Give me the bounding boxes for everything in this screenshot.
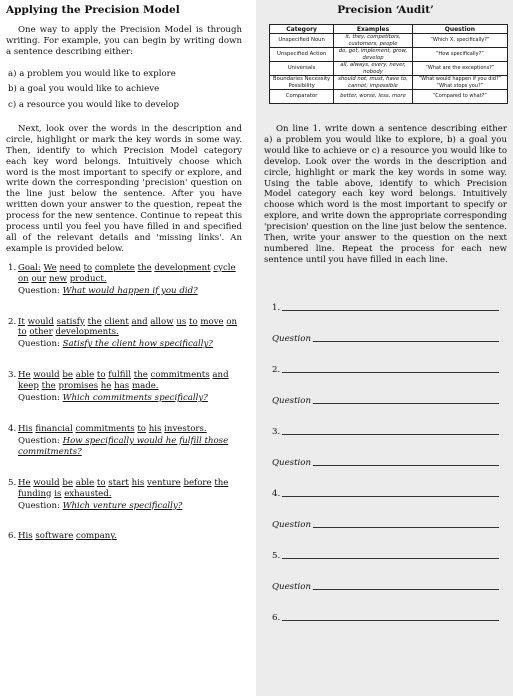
table-row xyxy=(270,62,508,76)
table-header: Examples xyxy=(334,25,413,34)
statement-word: We xyxy=(43,262,57,273)
option-item: b) a goal you would like to achieve xyxy=(8,84,160,95)
example-number: 3. xyxy=(8,370,17,381)
question-cell: “Which X, specifically?” xyxy=(412,34,507,48)
question-line[interactable] xyxy=(264,561,507,592)
statement-word: investors. xyxy=(164,423,207,434)
numbered-line[interactable] xyxy=(264,530,507,561)
statement-word: new xyxy=(49,273,67,284)
statement-word: would xyxy=(27,316,54,327)
example-question xyxy=(18,286,242,297)
statement-word: to xyxy=(18,327,27,338)
question-cell: “What would happen if you did?” “What stops you?” xyxy=(412,76,507,90)
left-column xyxy=(0,0,248,696)
intro-paragraph: One way to apply the Precision Model is through writing. For example, you can begin by writing down a sentence describing either: xyxy=(6,25,242,57)
line-label: 3. xyxy=(272,426,281,437)
examples-cell: it, they, competitors, customers, people xyxy=(334,34,413,48)
statement-word: to xyxy=(83,262,93,273)
write-in-rule[interactable] xyxy=(313,341,499,342)
statement-word: He xyxy=(18,370,31,381)
line-label: Question xyxy=(272,581,311,592)
statement-word: product. xyxy=(69,273,107,284)
example-list xyxy=(6,263,242,543)
statement-word: be xyxy=(62,370,73,381)
write-in-rule[interactable] xyxy=(282,434,499,435)
question-label: Question: xyxy=(18,285,60,296)
question-answer: Satisfy the client how specifically? xyxy=(62,339,213,350)
examples-cell: better, worse, less, more xyxy=(334,90,413,104)
question-cell: “How specifically?” xyxy=(412,48,507,62)
audit-panel xyxy=(256,0,513,696)
statement-word: to xyxy=(137,423,146,434)
line-label: Question xyxy=(272,457,311,468)
statement-word: client xyxy=(104,316,129,327)
statement-word: us xyxy=(176,316,187,327)
statement-word: the xyxy=(87,316,102,327)
statement-word: would xyxy=(33,477,60,488)
statement-word: financial xyxy=(35,423,73,434)
example-item xyxy=(6,370,242,404)
statement-word: developments. xyxy=(55,327,119,338)
question-answer: Which venture specifically? xyxy=(62,500,183,511)
instructions-paragraph: Next, look over the words in the description and circle, highlight or mark the key words in some way. Then, identify to which Precision Model category each key word belongs. Intuitively choose which word is the most important to specify or explore, and write down the corresponding 'precision' question on the line just below the sentence. After you have written down your answer to the question, repeat the process for the new sentence. Continue to repeat this process until you feel you have filled in and specified all of the relevant details and 'missing links'. An example is provided below. xyxy=(6,123,242,254)
line-label: 2. xyxy=(272,364,281,375)
category-cell: Unspecified Action xyxy=(270,48,334,62)
question-line[interactable] xyxy=(264,375,507,406)
example-number: 4. xyxy=(8,423,17,434)
table-row xyxy=(270,34,508,48)
statement-word: and xyxy=(212,370,229,381)
question-label: Question: xyxy=(18,339,60,350)
statement-word: on xyxy=(18,273,29,284)
statement-word: satisfy xyxy=(56,316,85,327)
question-cell: “What are the exceptions?” xyxy=(412,62,507,76)
example-statement xyxy=(18,370,242,392)
statement-word: promises xyxy=(58,381,99,392)
example-statement xyxy=(18,478,242,500)
statement-word: would xyxy=(33,370,60,381)
statement-word: allow xyxy=(150,316,174,327)
example-statement xyxy=(18,263,242,285)
example-number: 5. xyxy=(8,477,17,488)
statement-word: He xyxy=(18,477,31,488)
statement-word: development xyxy=(154,262,211,273)
example-item xyxy=(6,263,242,297)
page-title: Applying the Precision Model xyxy=(6,4,180,16)
numbered-line[interactable] xyxy=(264,282,507,313)
statement-word: need xyxy=(59,262,81,273)
example-item xyxy=(6,317,242,351)
table-header-row xyxy=(270,25,508,34)
statement-word: venture xyxy=(147,477,181,488)
audit-instructions: On line 1. write down a sentence describing either a) a problem you would like to explore, b) a goal you would like to achieve or c) a resource you would like to develop. Look over the words in the description and circle, highlight or mark the key words in some way. Using the table above, identify to which Precision Model category each key word belongs. Intuitively choose which word is the most important to specify or explore, and write down the appropriate corresponding 'precision' question on the line just below the sentence. Then, write your answer to the question on the next numbered line. Repeat the process for each new sentence until you have filled in each line. xyxy=(264,124,507,265)
statement-word: is xyxy=(54,488,62,499)
line-label: 5. xyxy=(272,550,281,561)
option-item: c) a resource you would like to develop xyxy=(8,99,179,110)
question-label: Question: xyxy=(18,393,60,404)
statement-word: funding xyxy=(18,488,52,499)
statement-word: commitments xyxy=(75,423,135,434)
category-cell: Unspecified Noun xyxy=(270,34,334,48)
example-question xyxy=(18,393,242,404)
numbered-line[interactable] xyxy=(264,344,507,375)
statement-word: cycle xyxy=(213,262,236,273)
example-statement xyxy=(18,531,242,542)
question-answer: How specifically would he fulfill those commitments? xyxy=(18,435,229,457)
line-label: Question xyxy=(272,395,311,406)
write-in-rule[interactable] xyxy=(282,310,499,311)
line-label: 1. xyxy=(272,302,281,313)
statement-word: his xyxy=(131,477,145,488)
statement-word: and xyxy=(131,316,148,327)
examples-cell: should not, must, have to, cannot, impossible xyxy=(334,76,413,90)
statement-word: on xyxy=(226,316,238,327)
example-statement xyxy=(18,424,242,435)
example-item xyxy=(6,531,242,542)
statement-word: start xyxy=(108,477,129,488)
example-question xyxy=(18,501,242,512)
answer-lines xyxy=(264,282,507,623)
statement-word: the xyxy=(214,477,229,488)
examples-cell: do, get, implement, grow, develop xyxy=(334,48,413,62)
statement-word: he xyxy=(100,381,112,392)
statement-word: software xyxy=(35,531,74,542)
write-in-rule[interactable] xyxy=(282,620,499,621)
example-number: 2. xyxy=(8,316,17,327)
statement-word: our xyxy=(31,273,47,284)
statement-word: to xyxy=(96,477,106,488)
question-label: Question: xyxy=(18,500,60,511)
category-cell: Comparator xyxy=(270,90,334,104)
audit-title: Precision ‘Audit’ xyxy=(337,4,434,16)
statement-word: able xyxy=(75,370,95,381)
statement-word: keep xyxy=(18,381,39,392)
question-cell: “Compared to what?” xyxy=(412,90,507,104)
write-in-rule[interactable] xyxy=(313,527,499,528)
statement-word: His xyxy=(18,531,33,542)
category-cell: Boundaries Necessity Possibility xyxy=(270,76,334,90)
line-label: 6. xyxy=(272,612,281,623)
statement-word: His xyxy=(18,423,33,434)
write-in-rule[interactable] xyxy=(282,372,499,373)
question-line[interactable] xyxy=(264,313,507,344)
statement-word: made. xyxy=(131,381,159,392)
question-line[interactable] xyxy=(264,437,507,468)
statement-word: fulfill xyxy=(108,370,131,381)
example-question xyxy=(18,339,242,350)
write-in-rule[interactable] xyxy=(313,465,499,466)
write-in-rule[interactable] xyxy=(282,558,499,559)
example-number: 6. xyxy=(8,531,17,542)
example-question xyxy=(18,436,242,458)
category-cell: Universals xyxy=(270,62,334,76)
statement-word: before xyxy=(183,477,212,488)
statement-word: has xyxy=(114,381,130,392)
question-answer: Which commitments specifically? xyxy=(62,393,208,404)
table-header: Question xyxy=(412,25,507,34)
statement-word: exhausted. xyxy=(64,488,112,499)
line-label: Question xyxy=(272,519,311,530)
statement-word: the xyxy=(41,381,56,392)
statement-word: move xyxy=(200,316,224,327)
line-label: 4. xyxy=(272,488,281,499)
statement-word: able xyxy=(75,477,95,488)
line-label: Question xyxy=(272,333,311,344)
example-item xyxy=(6,478,242,512)
example-number: 1. xyxy=(8,262,17,273)
table-row xyxy=(270,48,508,62)
table-header: Category xyxy=(270,25,334,34)
example-item xyxy=(6,424,242,458)
statement-word: to xyxy=(189,316,198,327)
table-row xyxy=(270,76,508,90)
statement-word: the xyxy=(133,370,148,381)
statement-word: Goal: xyxy=(18,262,41,273)
statement-word: other xyxy=(29,327,53,338)
statement-word: to xyxy=(96,370,106,381)
statement-word: his xyxy=(148,423,162,434)
statement-word: complete xyxy=(94,262,135,273)
write-in-rule[interactable] xyxy=(313,403,499,404)
statement-word: be xyxy=(62,477,73,488)
examples-cell: all, always, every, never, nobody xyxy=(334,62,413,76)
table-row xyxy=(270,90,508,104)
options-list xyxy=(8,67,242,113)
statement-word: commitments xyxy=(150,370,210,381)
question-line[interactable] xyxy=(264,499,507,530)
write-in-rule[interactable] xyxy=(282,496,499,497)
numbered-line[interactable] xyxy=(264,468,507,499)
numbered-line[interactable] xyxy=(264,406,507,437)
question-answer: What would happen if you did? xyxy=(62,285,198,296)
option-item: a) a problem you would like to explore xyxy=(8,68,176,79)
statement-word: the xyxy=(137,262,152,273)
numbered-line[interactable] xyxy=(264,592,507,623)
statement-word: It xyxy=(18,316,25,327)
precision-table xyxy=(269,24,508,104)
question-label: Question: xyxy=(18,435,60,446)
example-statement xyxy=(18,317,242,339)
write-in-rule[interactable] xyxy=(313,589,499,590)
statement-word: company. xyxy=(76,531,117,542)
